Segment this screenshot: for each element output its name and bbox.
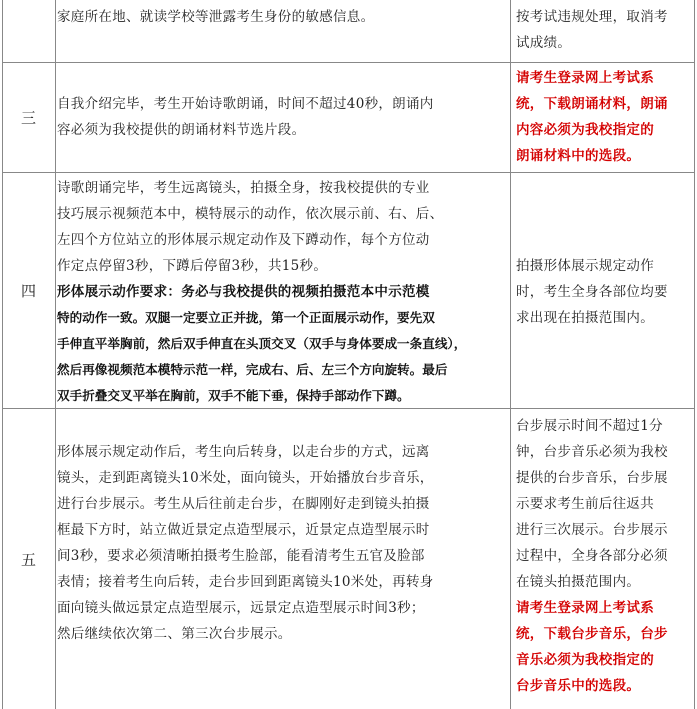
note-warning-line: 音乐必须为我校指定的 [516,652,654,668]
content-line: 容必须为我校提供的朗诵材料节选片段。 [57,122,306,138]
note-line: 求出现在拍摄范围内。 [516,310,654,326]
content-line: 表情；接着考生向后转，走台步回到距离镜头10米处，再转身 [57,574,434,590]
requirement-line: 双手折叠交叉平举在胸前，双手不能下垂，保持手部动作下蹲。 [57,388,410,403]
note-warning-line: 统，下载台步音乐，台步 [516,626,668,642]
row-note [516,413,686,699]
note-warning-line: 请考生登录网上考试系 [516,70,654,86]
note-line: 示要求考生前后往返共 [516,496,654,512]
row-number: 五 [20,550,36,569]
note-warning-line: 请考生登录网上考试系 [516,600,654,616]
row-number: 四 [20,282,36,300]
row-note [516,253,686,331]
content-line: 框最下方时，站立做近景定点造型展示，近景定点造型展示时 [57,522,430,538]
content-line: 然后继续依次第二、第三次台步展示。 [57,626,292,642]
table-border-right [694,0,695,709]
row-note [516,4,686,56]
note-line: 试成绩。 [516,35,572,51]
row-content [57,175,507,409]
table-row [2,173,695,409]
requirement-line: 特的动作一致。双腿一定要立正并拢，第一个正面展示动作，要先双 [57,310,435,325]
row-content [57,439,507,647]
note-warning-line: 统，下载朗诵材料，朗诵 [516,96,668,112]
table-border-number [55,0,56,709]
content-line: 技巧展示视频范本中，模特展示的动作，依次展示前、右、后、 [57,206,444,222]
table-row [2,0,695,63]
note-warning-line: 朗诵材料中的选段。 [516,148,641,164]
note-line: 台步展示时间不超过1分 [516,418,663,434]
table-row [2,63,695,173]
row-number: 三 [20,109,36,127]
row-note [516,65,686,169]
note-line: 时，考生全身各部位均要 [516,284,668,300]
content-line: 镜头，走到距离镜头10米处，面向镜头，开始播放台步音乐， [57,470,434,486]
content-line: 面向镜头做远景定点造型展示，远景定点造型展示时间3秒； [57,600,425,616]
note-line: 钟，台步音乐必须为我校 [516,444,668,460]
note-line: 拍摄形体展示规定动作 [516,258,654,274]
table-row [2,409,695,709]
requirement-line: 然后再像视频范本模特示范一样，完成右、后、左三个方向旋转。最后 [57,362,448,377]
row-content [57,4,507,30]
table-border-note [510,0,511,709]
note-line: 提供的台步音乐，台步展 [516,470,668,486]
note-line: 按考试违规处理，取消考 [516,9,668,25]
note-warning-line: 台步音乐中的选段。 [516,678,641,694]
content-line: 间3秒，要求必须清晰拍摄考生脸部，能看清考生五官及脸部 [57,548,425,564]
note-line: 在镜头拍摄范围内。 [516,574,641,590]
table-border-left [2,0,3,709]
content-line: 进行台步展示。考生从后往前走台步，在脚刚好走到镜头拍摄 [57,496,430,512]
requirement-line: 形体展示动作要求：务必与我校提供的视频拍摄范本中示范模 [57,284,430,300]
row-content [57,91,507,143]
note-line: 过程中，全身各部分必须 [516,548,668,564]
content-line: 作定点停留3秒，下蹲后停留3秒，共15秒。 [57,258,328,274]
exam-rules-table [2,0,695,709]
content-line: 自我介绍完毕，考生开始诗歌朗诵，时间不超过40秒，朗诵内 [57,96,434,112]
content-line: 左四个方位站立的形体展示规定动作及下蹲动作，每个方位动 [57,232,430,248]
content-line: 诗歌朗诵完毕，考生远离镜头，拍摄全身，按我校提供的专业 [57,180,430,196]
content-line: 家庭所在地、就读学校等泄露考生身份的敏感信息。 [57,9,375,25]
requirement-line: 手伸直平举胸前，然后双手伸直在头顶交叉（双手与身体要成一条直线）， [57,336,467,351]
row-number [2,0,55,62]
note-warning-line: 内容必须为我校指定的 [516,122,654,138]
note-line: 进行三次展示。台步展示 [516,522,668,538]
content-line: 形体展示规定动作后，考生向后转身，以走台步的方式，远离 [57,444,430,460]
